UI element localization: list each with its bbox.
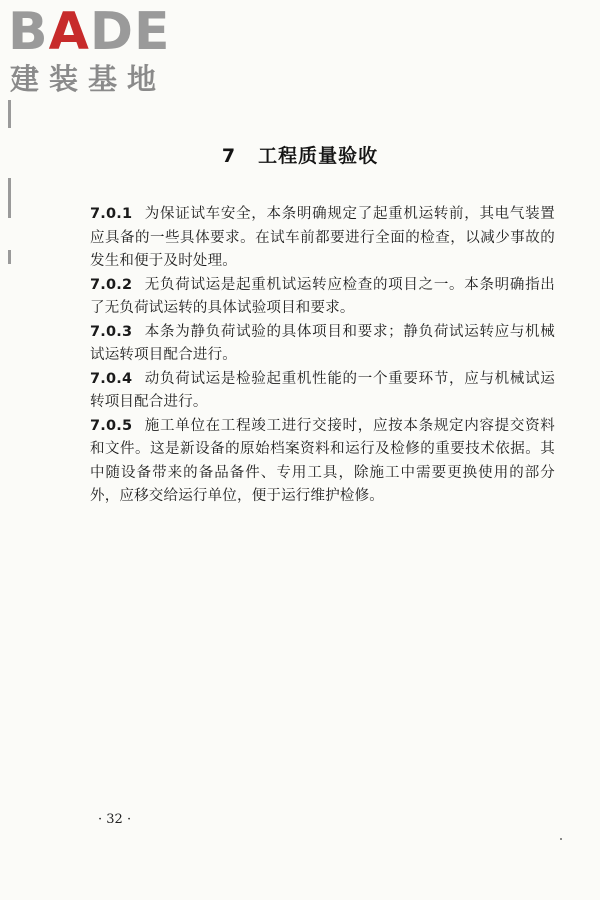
clause-number: 7.0.3 <box>90 323 133 340</box>
binding-mark-top <box>8 100 11 128</box>
clause-7-0-3 <box>90 321 555 368</box>
clause-text: 无负荷试运是起重机试运转应检查的项目之一。本条明确指出了无负荷试运转的具体试验项目和要求。 <box>90 276 555 316</box>
logo-subtitle: 建装基地 <box>10 62 167 96</box>
clause-7-0-1 <box>90 203 555 274</box>
scan-speck <box>560 838 562 840</box>
chapter-title <box>0 141 600 168</box>
binding-mark-middle <box>8 178 11 218</box>
logo-wordmark <box>8 2 171 62</box>
clause-number: 7.0.5 <box>90 417 133 434</box>
logo-letter-a: A <box>48 2 90 62</box>
bade-logo <box>8 2 188 102</box>
clause-list <box>90 203 555 509</box>
clause-number: 7.0.4 <box>90 370 133 387</box>
page-number: · 32 · <box>98 812 132 827</box>
clause-7-0-2 <box>90 274 555 321</box>
chapter-title-text: 工程质量验收 <box>258 144 379 167</box>
binding-mark-lower <box>8 250 11 264</box>
clause-text: 本条为静负荷试验的具体项目和要求；静负荷试运转应与机械试运转项目配合进行。 <box>90 323 555 363</box>
chapter-number: 7 <box>221 144 237 167</box>
logo-letter-b: B <box>8 2 49 62</box>
clause-text: 动负荷试运是检验起重机性能的一个重要环节，应与机械试运转项目配合进行。 <box>90 370 555 410</box>
logo-letters-de: DE <box>89 2 171 62</box>
clause-7-0-4 <box>90 368 555 415</box>
clause-text: 施工单位在工程竣工进行交接时，应按本条规定内容提交资料和文件。这是新设备的原始档案资料和运行及检修的重要技术依据。其中随设备带来的备品备件、专用工具，除施工中需要更换使用的部分外，应移交给运行单位，便于运行维护检修。 <box>90 417 555 504</box>
clause-text: 为保证试车安全，本条明确规定了起重机运转前，其电气装置应具备的一些具体要求。在试车前都要进行全面的检查，以减少事故的发生和便于及时处理。 <box>90 206 555 269</box>
clause-number: 7.0.1 <box>90 206 133 222</box>
clause-7-0-5 <box>90 415 555 509</box>
clause-number: 7.0.2 <box>90 276 133 293</box>
